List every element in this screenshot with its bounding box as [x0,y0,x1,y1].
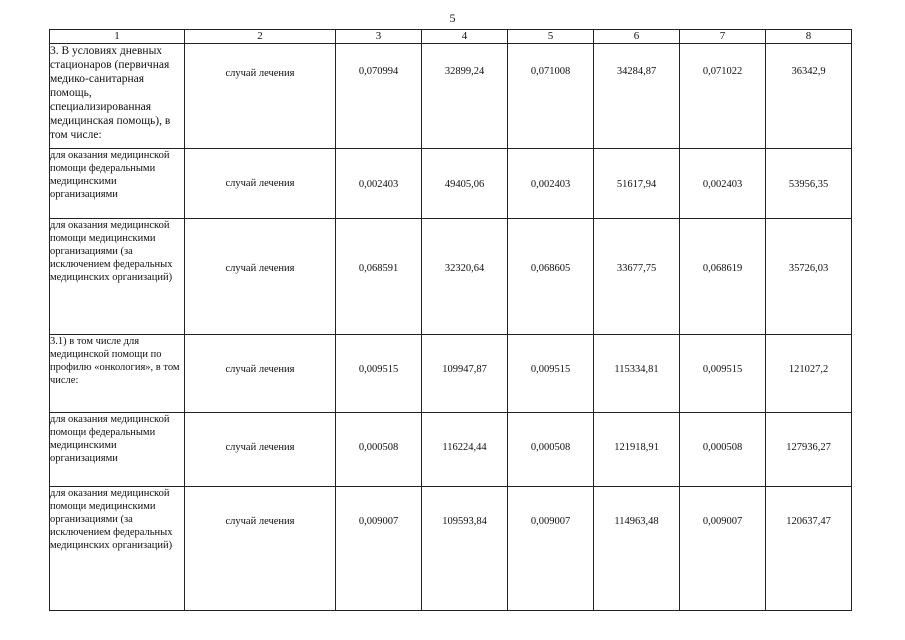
table-row [50,149,852,219]
table-row [50,219,852,335]
column-header: 8 [766,30,852,44]
value-cell: 0,002403 [336,149,422,219]
column-header: 6 [594,30,680,44]
value-cell: 0,009515 [508,335,594,413]
unit-cell: случай лечения [185,335,336,413]
value-cell: 127936,27 [766,413,852,487]
value-cell: 0,002403 [508,149,594,219]
value-cell: 120637,47 [766,487,852,611]
value-cell: 0,002403 [680,149,766,219]
column-header: 7 [680,30,766,44]
value-cell: 115334,81 [594,335,680,413]
value-cell: 0,000508 [680,413,766,487]
page-number: 5 [449,11,456,25]
unit-cell: случай лечения [185,219,336,335]
table-row [50,335,852,413]
value-cell: 114963,48 [594,487,680,611]
header-row [50,30,852,44]
value-cell: 35726,03 [766,219,852,335]
value-cell: 0,009515 [336,335,422,413]
value-cell: 34284,87 [594,44,680,149]
value-cell: 0,068591 [336,219,422,335]
unit-cell: случай лечения [185,44,336,149]
value-cell: 121918,91 [594,413,680,487]
value-cell: 0,071008 [508,44,594,149]
column-header: 5 [508,30,594,44]
value-cell: 0,009007 [336,487,422,611]
value-cell: 0,070994 [336,44,422,149]
value-cell: 0,009007 [508,487,594,611]
row-label: для оказания медицинской помощи медицинскими организациями (за исключением федеральных медицинских организаций) [50,219,185,335]
row-label: 3. В условиях дневных стационаров (первичная медико-санитарная помощь, специализированная медицинская помощь), в том числе: [50,44,185,149]
value-cell: 0,000508 [336,413,422,487]
value-cell: 0,009007 [680,487,766,611]
value-cell: 0,000508 [508,413,594,487]
value-cell: 53956,35 [766,149,852,219]
value-cell: 36342,9 [766,44,852,149]
column-header: 4 [422,30,508,44]
row-label: 3.1) в том числе для медицинской помощи по профилю «онкология», в том числе: [50,335,185,413]
value-cell: 0,071022 [680,44,766,149]
value-cell: 109593,84 [422,487,508,611]
unit-cell: случай лечения [185,487,336,611]
table-row [50,413,852,487]
value-cell: 51617,94 [594,149,680,219]
data-table [49,29,852,611]
unit-cell: случай лечения [185,413,336,487]
row-label: для оказания медицинской помощи федеральными медицинскими организациями [50,149,185,219]
value-cell: 0,068619 [680,219,766,335]
unit-cell: случай лечения [185,149,336,219]
value-cell: 32320,64 [422,219,508,335]
row-label: для оказания медицинской помощи федеральными медицинскими организациями [50,413,185,487]
value-cell: 33677,75 [594,219,680,335]
row-label: для оказания медицинской помощи медицинскими организациями (за исключением федеральных медицинских организаций) [50,487,185,611]
value-cell: 0,068605 [508,219,594,335]
value-cell: 49405,06 [422,149,508,219]
value-cell: 109947,87 [422,335,508,413]
value-cell: 32899,24 [422,44,508,149]
table-row [50,44,852,149]
value-cell: 121027,2 [766,335,852,413]
value-cell: 0,009515 [680,335,766,413]
table-row [50,487,852,611]
value-cell: 116224,44 [422,413,508,487]
column-header: 2 [185,30,336,44]
column-header: 1 [50,30,185,44]
column-header: 3 [336,30,422,44]
